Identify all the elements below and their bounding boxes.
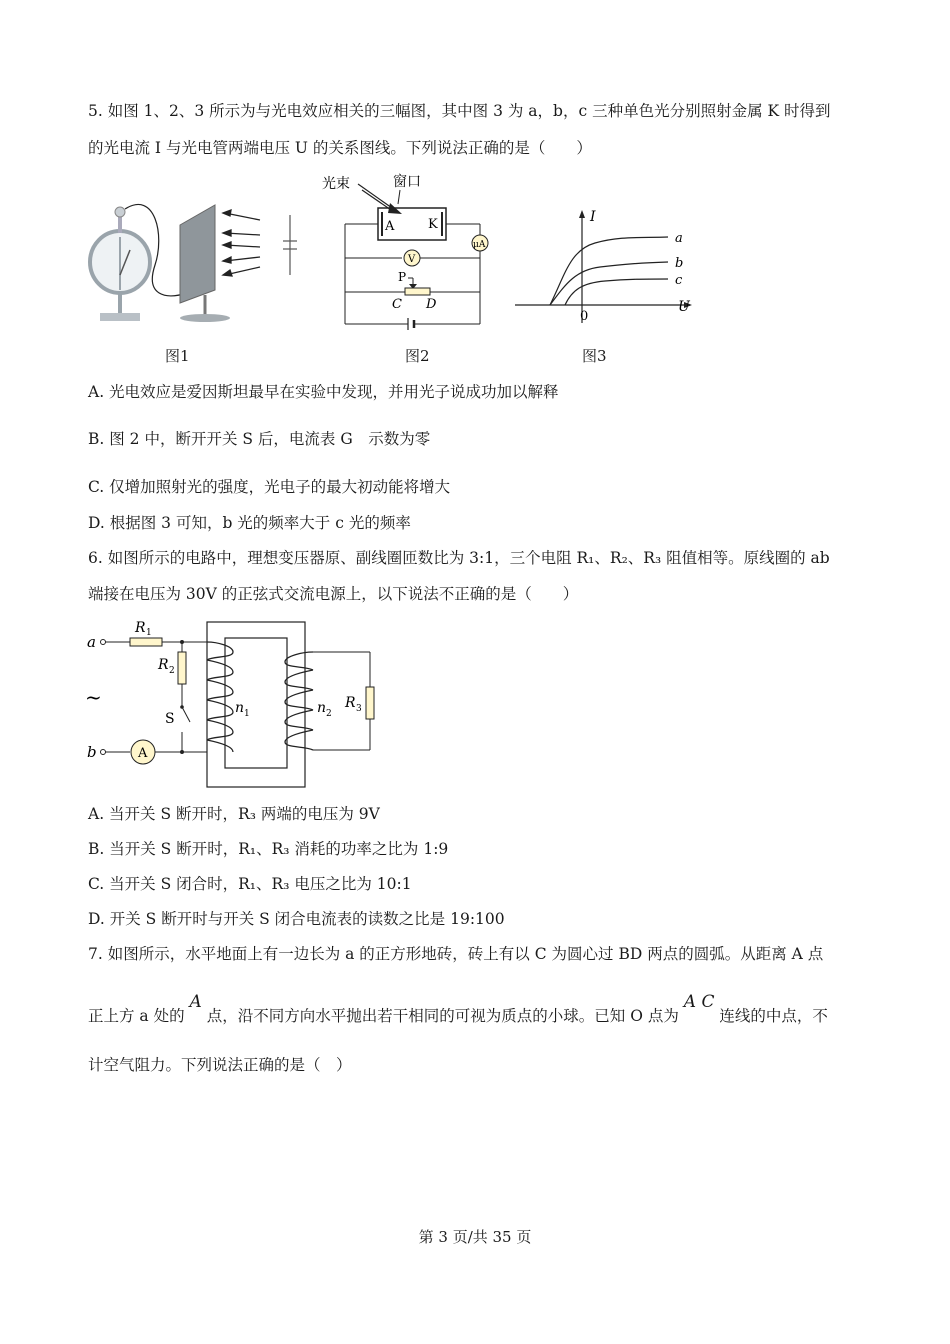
r3-subscript: 3 [356, 704, 362, 714]
n2-subscript: 2 [326, 709, 332, 719]
label-light-beam: 光束 [322, 176, 350, 192]
electrode-a-label: A [385, 219, 395, 234]
rheostat-d-label: D [426, 297, 437, 312]
page-footer: 第 3 页/共 35 页 [418, 1228, 532, 1246]
curve-c-label: c [675, 273, 683, 288]
light-rays [223, 210, 260, 276]
ammeter-label: A [138, 746, 148, 761]
resistor-r1 [130, 638, 162, 646]
q7-stem-line3: 计空气阻力。下列说法正确的是（ ） [88, 1056, 352, 1074]
q7-point-a1: A [189, 992, 202, 1012]
resistor-r2 [178, 652, 186, 684]
ac-source-icon: ~ [85, 685, 102, 709]
r2-label: R [158, 657, 169, 673]
r2-subscript: 2 [169, 666, 175, 676]
switch-s[interactable] [182, 707, 190, 722]
q5-figure1 [85, 195, 310, 330]
n1-subscript: 1 [244, 709, 250, 719]
rheostat [405, 288, 430, 295]
q6-stem-line1: 6. 如图所示的电路中，理想变压器原、副线圈匝数比为 3:1，三个电阻 R₁、R₂、R₃ 阻值相等。原线圈的 ab [88, 549, 830, 567]
q7-line2-part3: 连线的中点，不 [719, 1007, 828, 1025]
electrode-k-label: K [428, 217, 438, 232]
curve-c [565, 279, 668, 305]
microammeter-label: μA [473, 240, 486, 250]
q6-option-c[interactable]: C. 当开关 S 闭合时，R₁、R₃ 电压之比为 10:1 [88, 875, 412, 893]
slider-p-label: P [398, 270, 407, 284]
q5-fig3-caption: 图3 [582, 347, 607, 365]
r1-label: R [135, 620, 146, 636]
rheostat-c-label: C [392, 297, 402, 312]
zinc-plate [180, 205, 215, 303]
primary-coil [207, 642, 233, 752]
r3-label: R [345, 695, 356, 711]
q7-stem-line1: 7. 如图所示，水平地面上有一边长为 a 的正方形地砖，砖上有以 C 为圆心过 BD 两点的圆弧。从距离 A 点 [88, 945, 824, 963]
voltmeter-label: V [408, 254, 416, 265]
q7-segment-a1c: A C [683, 992, 715, 1012]
terminal-a-label: a [87, 633, 96, 651]
q6-option-b[interactable]: B. 当开关 S 断开时，R₁、R₃ 消耗的功率之比为 1:9 [88, 840, 449, 858]
q5-option-d[interactable]: D. 根据图 3 可知，b 光的频率大于 c 光的频率 [88, 514, 411, 532]
q5-option-a[interactable]: A. 光电效应是爱因斯坦最早在实验中发现，并用光子说成功加以解释 [88, 383, 559, 401]
q6-option-d[interactable]: D. 开关 S 断开时与开关 S 闭合电流表的读数之比是 19:100 [88, 910, 505, 928]
resistor-r3 [366, 687, 374, 719]
q5-option-b[interactable]: B. 图 2 中，断开开关 S 后，电流表 G 示数为零 [88, 430, 431, 448]
curve-b-label: b [675, 256, 684, 271]
origin-label: 0 [580, 309, 589, 324]
q5-fig2-caption: 图2 [405, 347, 430, 365]
curve-a-label: a [675, 231, 683, 246]
n1-label: n [235, 700, 245, 716]
q5-figure2 [320, 168, 500, 338]
q5-stem-line1: 5. 如图 1、2、3 所示为与光电效应相关的三幅图，其中图 3 为 a，b，c 三种单色光分别照射金属 K 时得到 [88, 102, 831, 120]
q5-option-c[interactable]: C. 仅增加照射光的强度，光电子的最大初动能将增大 [88, 478, 451, 496]
switch-s-label: S [165, 711, 175, 727]
secondary-coil [285, 652, 313, 750]
curve-a [550, 237, 668, 305]
u-axis-label: U [678, 299, 690, 315]
q5-stem-line2: 的光电流 I 与光电管两端电压 U 的关系图线。下列说法正确的是（ ） [88, 139, 592, 157]
q7-stem-line2 [88, 992, 828, 1027]
n2-label: n [317, 700, 327, 716]
ultraviolet-lamp-icon [283, 215, 297, 275]
q7-line2-part1: 正上方 a 处的 [88, 1007, 185, 1025]
transformer-core [207, 622, 305, 787]
q6-option-a[interactable]: A. 当开关 S 断开时，R₃ 两端的电压为 9V [88, 805, 380, 823]
i-axis-label: I [590, 209, 596, 225]
r1-subscript: 1 [146, 628, 152, 638]
q6-stem-line2: 端接在电压为 30V 的正弦式交流电源上，以下说法不正确的是（ ） [88, 585, 579, 603]
terminal-b-label: b [87, 743, 97, 761]
q5-fig1-caption: 图1 [165, 347, 190, 365]
q6-transformer-circuit [85, 612, 385, 792]
label-window: 窗口 [393, 174, 421, 190]
q5-figure3-chart [510, 205, 700, 330]
q7-line2-part2: 点，沿不同方向水平抛出若干相同的可视为质点的小球。已知 O 点为 [206, 1007, 679, 1025]
electroscope-knob [115, 207, 125, 217]
